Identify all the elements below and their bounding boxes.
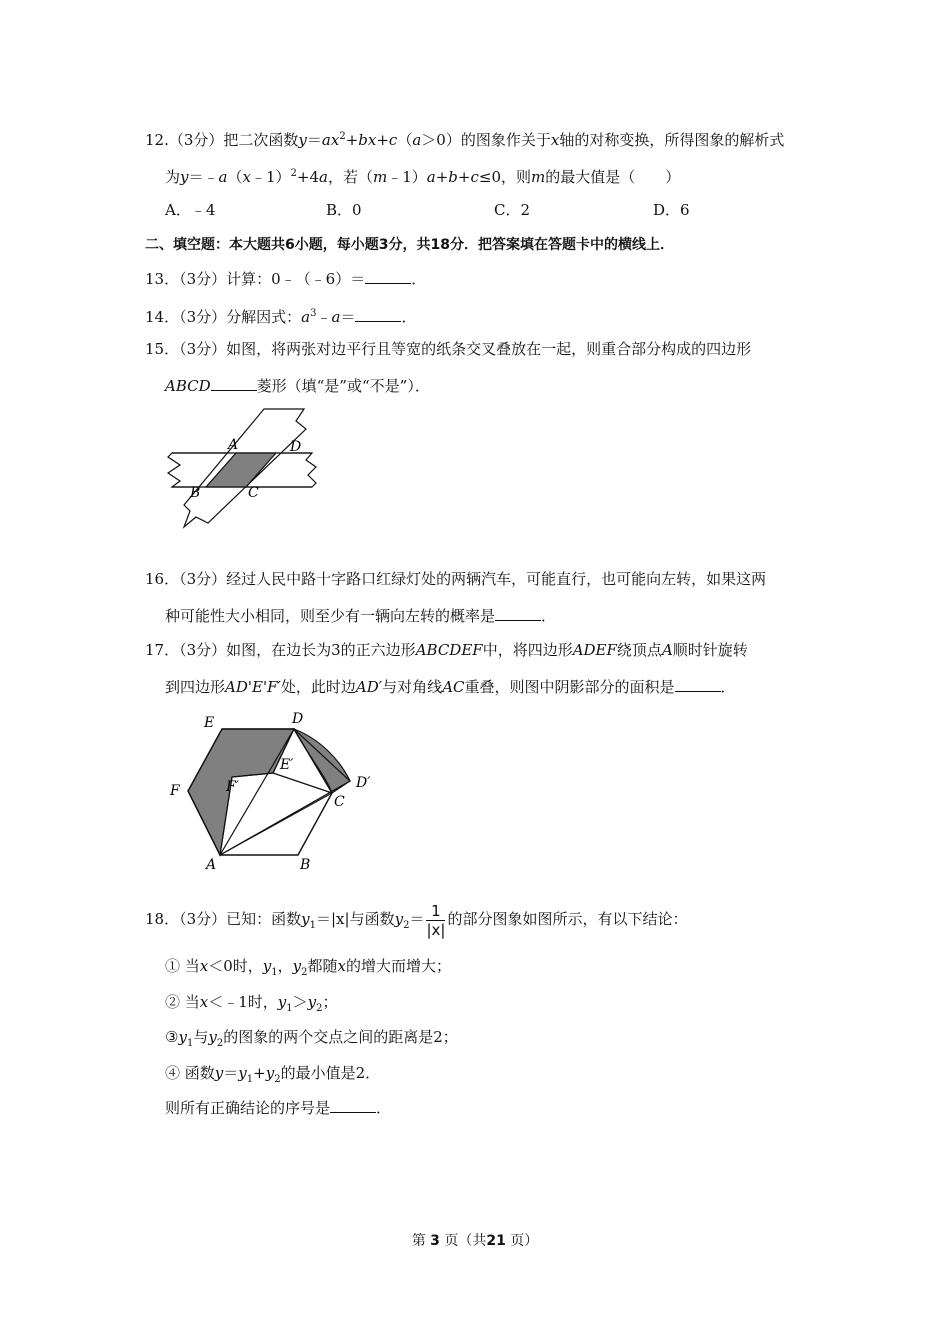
q13: 13．（3分）计算：0﹣（﹣6）＝ ．: [145, 270, 427, 288]
answer-blank: [495, 606, 541, 621]
q16-line2: 种可能性大小相同，则至少有一辆向左转的概率是 ．: [165, 607, 557, 625]
q16-line1: 16．（3分）经过人民中路十字路口红绿灯处的两辆汽车，可能直行，也可能向左转，如果这两: [145, 570, 767, 588]
q12-option-a: A．﹣4: [165, 201, 216, 219]
answer-blank: [355, 307, 401, 322]
q18-conclusion-1: ① 当x＜0时，$y_1$，$y_2$都随x的增大而增大；: [165, 957, 452, 978]
hexagon-figure: [160, 705, 390, 875]
page-total: 21: [486, 1233, 506, 1249]
paper-strips-figure: [160, 405, 330, 535]
label-c: C: [334, 794, 345, 810]
page-number: 3: [430, 1233, 440, 1249]
q17-line2: 到四边形AD'E'F′处，此时边AD′与对角线AC重叠，则图中阴影部分的面积是 ．: [165, 678, 736, 696]
q12-line1: 12.（3分）把二次函数$y=ax^2+bx+c(a>0)$的图象作关于x轴的对称变换，所得图象的解析式: [145, 131, 785, 149]
label-f-prime: F′: [226, 779, 239, 795]
label-b: B: [190, 485, 201, 501]
label-e: E: [204, 715, 215, 731]
page-footer: 第 3 页（共21 页）: [411, 1233, 539, 1249]
fraction: $\frac{1}{|x|}$: [426, 901, 446, 939]
q14: 14．（3分）分解因式：$a^3﹣a=$ ．: [145, 308, 417, 326]
q12-option-c: C．2: [494, 201, 531, 219]
answer-blank: [330, 1098, 376, 1113]
label-c: C: [248, 485, 259, 501]
q18-conclusion-3: $③y_1$与$y_2$的图象的两个交点之间的距离是2；: [165, 1028, 458, 1049]
answer-blank: [365, 269, 411, 284]
q12-option-b: B．0: [326, 201, 362, 219]
label-f: F: [170, 783, 180, 799]
answer-blank: [211, 376, 257, 391]
q12-line2: 为y＝﹣a（x﹣1）$^2$+4a，若（m﹣1）a+b+c≤0，则m的最大值是（ ）: [165, 168, 681, 186]
label-b: B: [300, 857, 311, 873]
q18-conclusion-4: ④ 函数$y=y_1+y_2$的最小值是2．: [165, 1064, 381, 1085]
q17-line1: 17．（3分）如图，在边长为3的正六边形ABCDEF中，将四边形ADEF绕顶点A顺时针旋转: [145, 641, 748, 659]
label-d: D: [292, 711, 304, 727]
q15-line1: 15．（3分）如图，将两张对边平行且等宽的纸条交叉叠放在一起，则重合部分构成的四边形: [145, 340, 752, 358]
label-a: A: [206, 857, 217, 873]
label-d-prime: D′: [356, 775, 371, 791]
section2-heading: 二、填空题：本大题共6小题，每小题3分，共18分．把答案填在答题卡中的横线上．: [145, 237, 674, 253]
q18-last: 则所有正确结论的序号是 ．: [165, 1099, 392, 1117]
label-d: D: [290, 439, 302, 455]
q18-line1: 18．（3分）已知：函数$y_1=|x|$与函数$y_2=$ $\frac{1}{|x|}$ 的部分图象如图所示，有以下结论：: [145, 901, 688, 939]
label-e-prime: E′: [280, 757, 294, 773]
q12-option-d: D．6: [653, 201, 690, 219]
q15-line2: ABCD 菱形（填“是”或“不是”）．: [165, 377, 430, 395]
answer-blank: [675, 677, 721, 692]
label-a: A: [228, 437, 239, 453]
q18-conclusion-2: ② 当x＜﹣1时，$y_1>y_2$；: [165, 993, 338, 1014]
